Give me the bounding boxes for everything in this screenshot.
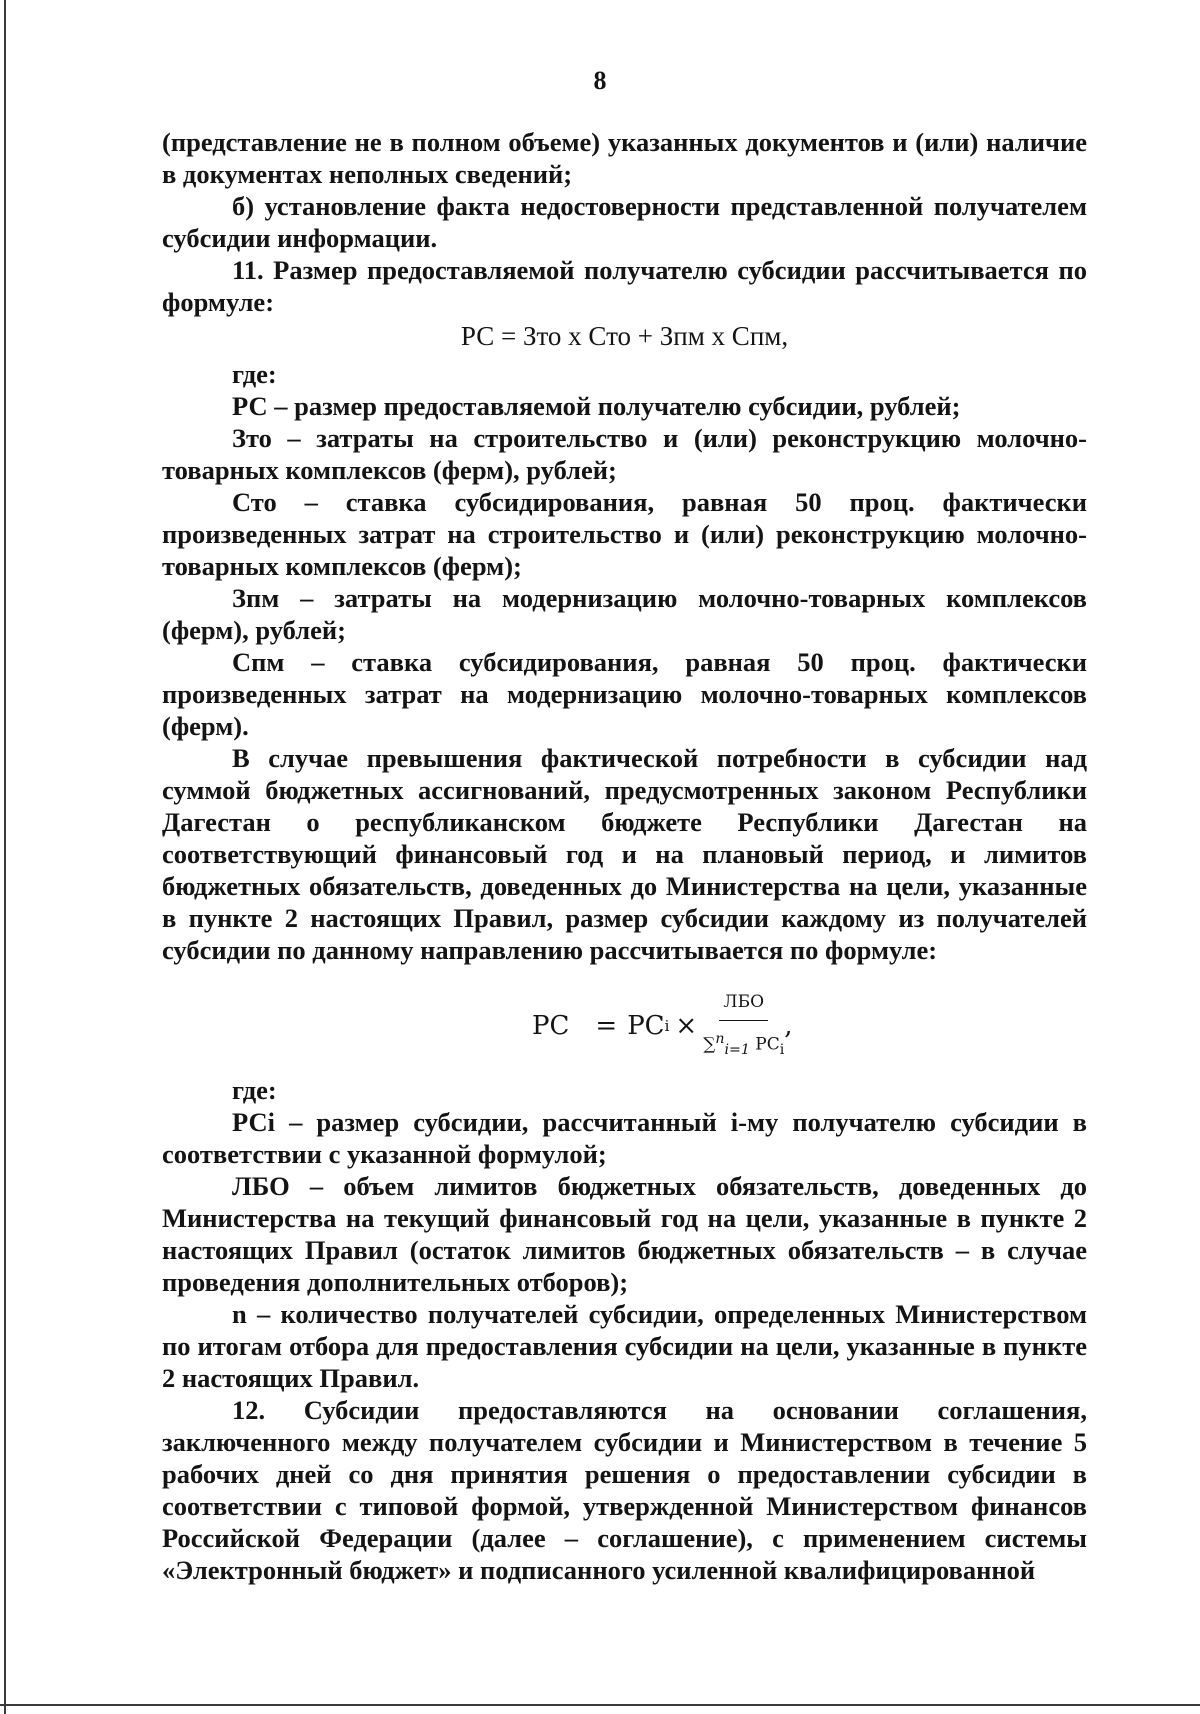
text-part-3	[162, 1074, 1087, 1586]
paragraph: РС – размер предоставляемой получателю субсидии, рублей;	[232, 391, 961, 421]
paragraph: ЛБО – объем лимитов бюджетных обязательств, доведенных до Министерства на текущий финансовый год на цели, указанные в пункте 2 настоящих Правил (остаток лимитов бюджетных обязательств – в случае проведения дополнительных отборов);	[162, 1171, 1087, 1297]
formula-2	[162, 991, 1087, 1059]
den-rc-sub: i	[779, 1042, 785, 1059]
paragraph: (представление не в полном объеме) указанных документов и (или) наличие в документах неполных сведений;	[162, 127, 1087, 189]
sum-upper: n	[715, 1030, 725, 1047]
formula-2-times: ×	[675, 1011, 698, 1041]
paragraph: Сто – ставка субсидирования, равная 50 проц. фактически произведенных затрат на строительство и (или) реконструкцию молочно-товарных комплексов (ферм);	[162, 487, 1087, 581]
paragraph: б) установление факта недостоверности представленной получателем субсидии информации.	[162, 191, 1087, 253]
paragraph: В случае превышения фактической потребности в субсидии над суммой бюджетных ассигнований, предусмотренных законом Республики Дагестан о республиканском бюджете Республики Дагестан на соответствующий финансовый год и на плановый период, и лимитов бюджетных обязательств, доведенных до Министерства на цели, указанные в пункте 2 настоящих Правил, размер субсидии каждому из получателей субсидии по данному направлению рассчитывается по формуле:	[162, 743, 1087, 965]
paragraph: РСi – размер субсидии, рассчитанный i-му получателю субсидии в соответствии с указанной формулой;	[162, 1107, 1087, 1169]
paragraph: 11. Размер предоставляемой получателю субсидии рассчитывается по формуле:	[162, 255, 1087, 317]
formula-2-denominator	[703, 1021, 784, 1066]
text-part-1	[162, 126, 1087, 318]
sum-lower: i=1	[724, 1042, 750, 1059]
formula-2-rc: РС	[627, 1011, 665, 1041]
formula-2-lhs: РС	[532, 1011, 570, 1041]
formula-2-fraction	[703, 986, 784, 1066]
formula-2-trailing-comma: ,	[784, 1011, 793, 1041]
formula-2-equals: =	[595, 1011, 618, 1041]
paragraph: Зпм – затраты на модернизацию молочно-товарных комплексов (ферм), рублей;	[162, 583, 1087, 645]
paragraph: Спм – ставка субсидирования, равная 50 проц. фактически произведенных затрат на модернизацию молочно-товарных комплексов (ферм).	[162, 647, 1087, 741]
paragraph: Зто – затраты на строительство и (или) реконструкцию молочно-товарных комплексов (ферм), рублей;	[162, 423, 1087, 485]
text-part-2	[162, 358, 1087, 966]
body-text	[162, 126, 1087, 1586]
page-number: 8	[593, 66, 607, 95]
formula-2-rc-sub: i	[664, 1017, 670, 1035]
sum-symbol: ∑	[703, 1034, 716, 1055]
scan-bottom-edge	[0, 1704, 1200, 1706]
formula-1: РС = Зто х Сто + Зпм х Спм,	[460, 321, 789, 351]
paragraph: 12. Субсидии предоставляются на основании соглашения, заключенного между получателем субсидии и Министерством в течение 5 рабочих дней со дня принятия решения о предоставлении субсидии в соответствии с типовой формой, утвержденной Министерством финансов Российской Федерации (далее – соглашение), с применением системы «Электронный бюджет» и подписанного усиленной квалифицированной	[162, 1395, 1087, 1585]
scan-left-edge	[4, 0, 6, 1714]
paragraph: где:	[232, 359, 277, 389]
formula-2-numerator: ЛБО	[719, 986, 768, 1021]
paragraph: где:	[232, 1075, 277, 1105]
den-rc: РС	[755, 1034, 780, 1055]
paragraph: n – количество получателей субсидии, определенных Министерством по итогам отбора для предоставления субсидии на цели, указанные в пункте 2 настоящих Правил.	[162, 1299, 1087, 1393]
